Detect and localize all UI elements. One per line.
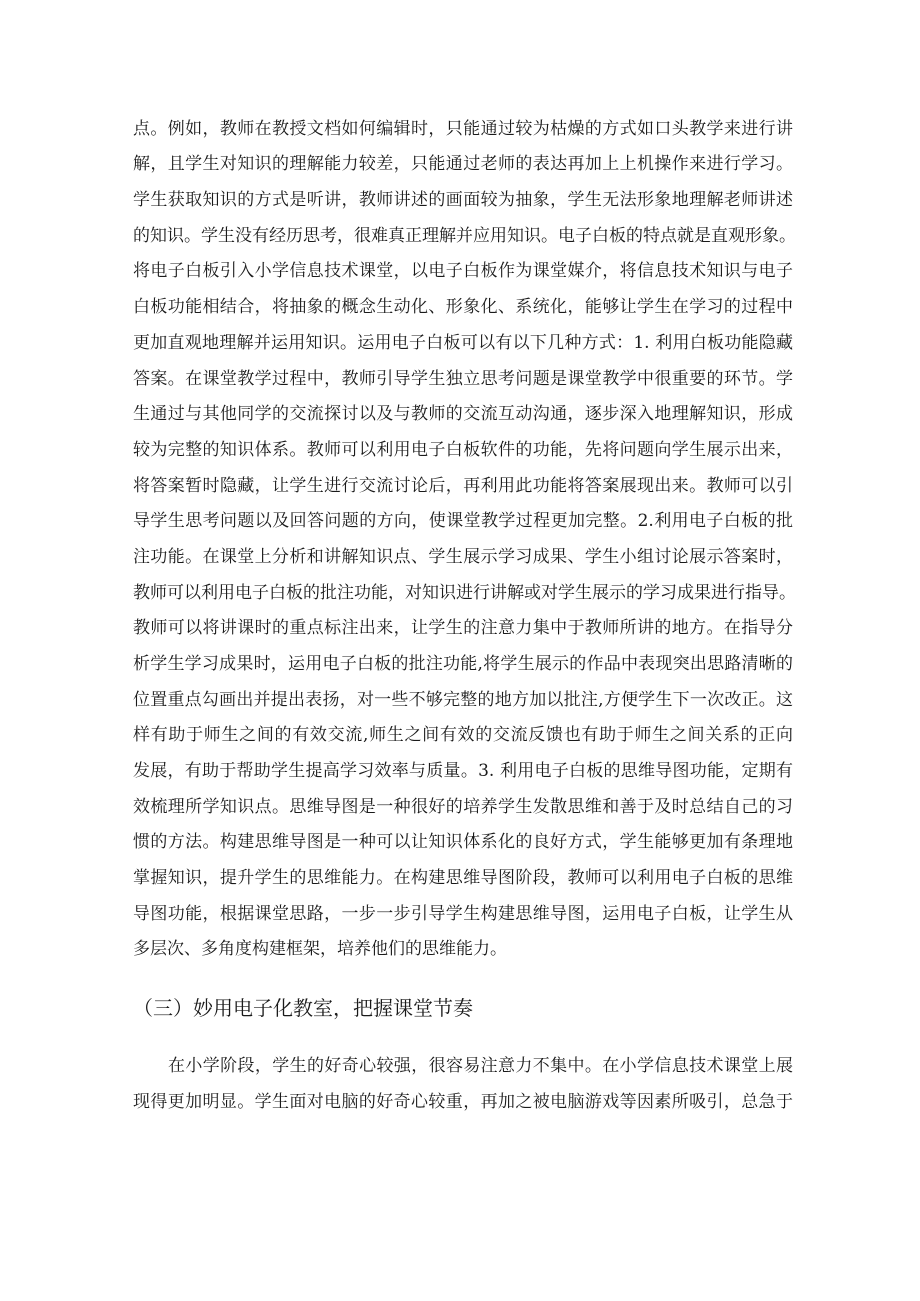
paragraph-line: 教师可以将讲课时的重点标注出来，让学生的注意力集中于教师所讲的地方。在指导分 (133, 618, 793, 638)
paragraph-line-first: 在小学阶段，学生的好奇心较强，很容易注意力不集中。在小学信息技术课堂上展 (168, 1056, 793, 1076)
paragraph-line: 导图功能，根据课堂思路，一步一步引导学生构建思维导图，运用电子白板，让学生从 (133, 904, 793, 924)
paragraph-line: 导学生思考问题以及回答问题的方向，使课堂教学过程更加完整。2.利用电子白板的批 (133, 511, 793, 531)
paragraph-line: 位置重点勾画出并提出表扬，对一些不够完整的地方加以批注,方便学生下一次改正。这 (133, 690, 793, 710)
paragraph-line: 注功能。在课堂上分析和讲解知识点、学生展示学习成果、学生小组讨论展示答案时， (133, 547, 793, 567)
paragraph-line: 较为完整的知识体系。教师可以利用电子白板软件的功能，先将问题向学生展示出来， (133, 440, 793, 460)
paragraph-line-last: 多层次、多角度构建框架，培养他们的思维能力。 (133, 939, 507, 959)
paragraph-line: 生通过与其他同学的交流探讨以及与教师的交流互动沟通，逐步深入地理解知识，形成 (133, 404, 793, 424)
paragraph-line: 将电子白板引入小学信息技术课堂，以电子白板作为课堂媒介，将信息技术知识与电子 (133, 261, 793, 281)
paragraph-line: 答案。在课堂教学过程中，教师引导学生独立思考问题是课堂教学中很重要的环节。学 (133, 369, 793, 389)
paragraph-line: 惯的方法。构建思维导图是一种可以让知识体系化的良好方式，学生能够更加有条理地 (133, 832, 793, 852)
paragraph-line: 现得更加明显。学生面对电脑的好奇心较重，再加之被电脑游戏等因素所吸引，总急于 (133, 1092, 793, 1112)
paragraph-line: 教师可以利用电子白板的批注功能，对知识进行讲解或对学生展示的学习成果进行指导。 (133, 583, 796, 603)
section-heading: （三）妙用电子化教室，把握课堂节奏 (133, 996, 473, 1020)
paragraph-line: 学生获取知识的方式是听讲，教师讲述的画面较为抽象，学生无法形象地理解老师讲述 (133, 190, 793, 210)
paragraph-line: 更加直观地理解并运用知识。运用电子白板可以有以下几种方式：1. 利用白板功能隐藏 (133, 333, 793, 353)
paragraph-line: 点。例如，教师在教授文档如何编辑时，只能通过较为枯燥的方式如口头教学来进行讲 (133, 119, 793, 139)
paragraph-line: 效梳理所学知识点。思维导图是一种很好的培养学生发散思维和善于及时总结自己的习 (133, 797, 793, 817)
paragraph-line: 将答案暂时隐藏，让学生进行交流讨论后，再利用此功能将答案展现出来。教师可以引 (133, 476, 793, 496)
paragraph-line: 析学生学习成果时，运用电子白板的批注功能,将学生展示的作品中表现突出思路清晰的 (133, 654, 793, 674)
paragraph-line: 掌握知识，提升学生的思维能力。在构建思维导图阶段，教师可以利用电子白板的思维 (133, 868, 793, 888)
paragraph-line: 解，且学生对知识的理解能力较差，只能通过老师的表达再加上上机操作来进行学习。 (133, 154, 793, 174)
paragraph-line: 白板功能相结合，将抽象的概念生动化、形象化、系统化，能够让学生在学习的过程中 (133, 297, 793, 317)
paragraph-line: 样有助于师生之间的有效交流,师生之间有效的交流反馈也有助于师生之间关系的正向 (133, 725, 793, 745)
paragraph-line: 发展，有助于帮助学生提高学习效率与质量。3. 利用电子白板的思维导图功能，定期有 (133, 761, 793, 781)
paragraph-line: 的知识。学生没有经历思考，很难真正理解并应用知识。电子白板的特点就是直观形象。 (133, 226, 796, 246)
